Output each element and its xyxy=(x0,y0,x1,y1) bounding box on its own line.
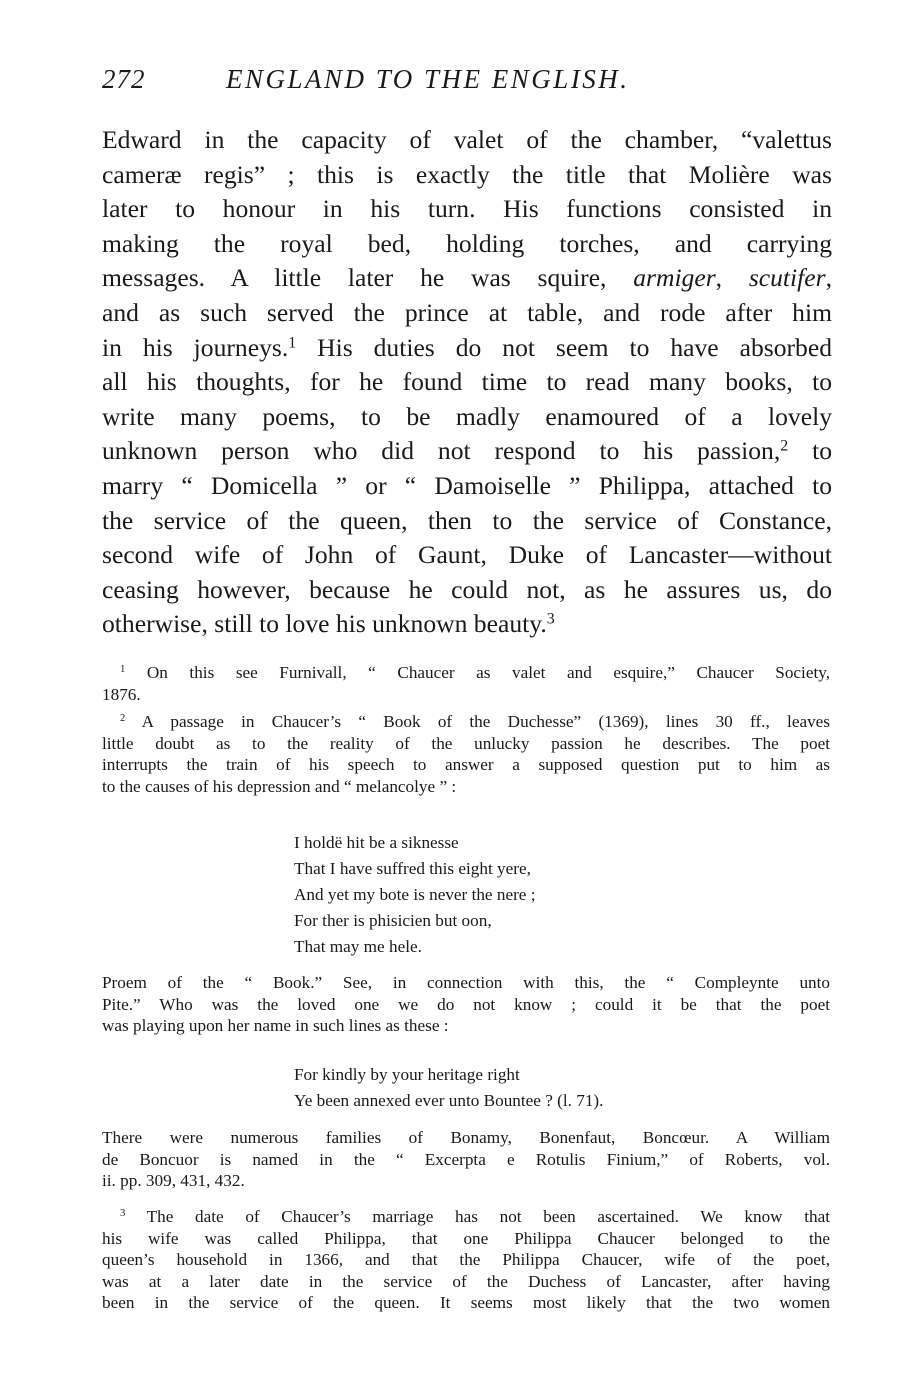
footnote-2-continuation xyxy=(102,972,830,1037)
verse-line: I holdë hit be a siknesse xyxy=(294,833,459,852)
footnote-line: Proem of the “ Book.” See, in connection with this, the “ Compleynte unto xyxy=(102,973,830,992)
footnote-ref-1: 1 xyxy=(288,333,297,351)
footnote-line: little doubt as to the reality of the unlucky passion he describes. The poet xyxy=(102,733,830,753)
body-line: ceasing however, because he could not, as he assures us, do xyxy=(102,574,832,604)
footnote-mark: 2 xyxy=(120,713,126,725)
body-line: later to honour in his turn. His functions consisted in xyxy=(102,194,832,224)
verse-line: That I have suffred this eight yere, xyxy=(294,859,531,878)
verse-quotation-2 xyxy=(294,1062,714,1114)
page-number: 272 xyxy=(102,64,146,94)
footnote-2-continuation-2 xyxy=(102,1127,830,1192)
verse-quotation-1 xyxy=(294,830,714,960)
running-head xyxy=(102,62,832,96)
footnote-1 xyxy=(102,662,830,705)
footnote-line: was at a later date in the service of the Duchess of Lancaster, after having xyxy=(102,1271,830,1291)
footnote-line: $^1$ On this see Furnivall, “ Chaucer as valet and esquire,” Chaucer Society, xyxy=(120,663,830,682)
verse-line: Ye been annexed ever unto Bountee ? (l. 71). xyxy=(294,1091,604,1110)
body-line: cameræ regis” ; this is exactly the title that Molière was xyxy=(102,159,832,189)
footnote-line: 1876. xyxy=(102,684,141,704)
footnote-line: de Boncuor is named in the “ Excerpta e Rotulis Finium,” of Roberts, vol. xyxy=(102,1149,830,1169)
footnote-line: was playing upon her name in such lines as these : xyxy=(102,1016,449,1035)
body-line: making the royal bed, holding torches, and carrying xyxy=(102,228,832,258)
footnote-line: been in the service of the queen. It seems most likely that the two women xyxy=(102,1293,830,1312)
main-paragraph xyxy=(102,123,832,642)
body-line: unknown person who did not respond to his passion,$^2$ to xyxy=(102,436,832,466)
latin-term-scutifer: scutifer xyxy=(748,263,826,293)
body-line: all his thoughts, for he found time to read many books, to xyxy=(102,367,832,397)
body-line: the service of the queen, then to the service of Constance, xyxy=(102,505,832,535)
footnote-line: $^3$ The date of Chaucer’s marriage has not been ascertained. We know that xyxy=(120,1207,830,1226)
running-title: ENGLAND TO THE ENGLISH. xyxy=(226,64,630,94)
footnote-line: interrupts the train of his speech to answer a supposed question put to him as xyxy=(102,755,830,774)
latin-term-armiger: armiger xyxy=(633,263,716,293)
footnote-2 xyxy=(102,711,830,797)
footnote-ref-2: 2 xyxy=(780,437,789,455)
footnote-mark: 1 xyxy=(120,664,126,676)
footnote-line: $^2$ A passage in Chaucer’s “ Book of the Duchesse” (1369), lines 30 ff., leaves xyxy=(120,712,830,731)
verse-line: For kindly by your heritage right xyxy=(294,1065,520,1084)
footnote-3 xyxy=(102,1206,830,1314)
body-line: otherwise, still to love his unknown beauty.$^3$ xyxy=(102,609,555,639)
body-line: and as such served the prince at table, and rode after him xyxy=(102,297,832,327)
body-line: messages. A little later he was squire, armiger, scutifer, xyxy=(102,263,832,293)
footnote-mark: 3 xyxy=(120,1208,126,1220)
footnote-ref-3: 3 xyxy=(546,610,555,628)
body-line: Edward in the capacity of valet of the chamber, “valettus xyxy=(102,125,832,154)
body-line: second wife of John of Gaunt, Duke of Lancaster—without xyxy=(102,540,832,570)
footnote-line: to the causes of his depression and “ melancolye ” : xyxy=(102,776,457,796)
footnote-line: ii. pp. 309, 431, 432. xyxy=(102,1171,245,1190)
body-line: in his journeys.$^1$ His duties do not seem to have absorbed xyxy=(102,332,832,362)
body-line: marry “ Domicella ” or “ Damoiselle ” Philippa, attached to xyxy=(102,470,832,500)
footnote-line: Pite.” Who was the loved one we do not know ; could it be that the poet xyxy=(102,994,830,1014)
verse-line: For ther is phisicien but oon, xyxy=(294,911,492,930)
verse-line: And yet my bote is never the nere ; xyxy=(294,885,536,904)
footnote-line: queen’s household in 1366, and that the Philippa Chaucer, wife of the poet, xyxy=(102,1250,830,1269)
verse-line: That may me hele. xyxy=(294,937,422,956)
footnote-line: There were numerous families of Bonamy, Bonenfaut, Boncœur. A William xyxy=(102,1128,830,1147)
footnote-line: his wife was called Philippa, that one Philippa Chaucer belonged to the xyxy=(102,1228,830,1248)
body-line: write many poems, to be madly enamoured of a lovely xyxy=(102,401,832,431)
